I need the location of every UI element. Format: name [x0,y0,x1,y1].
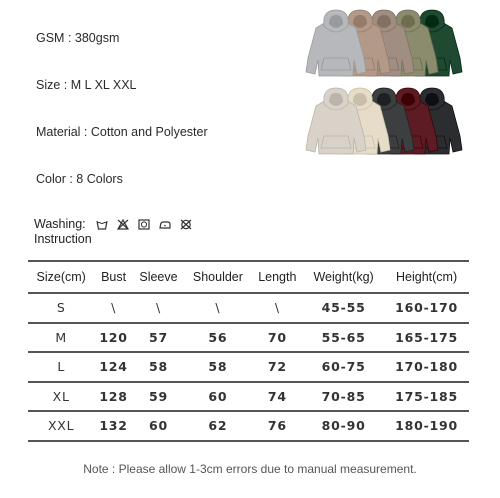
material-spec: Material : Cotton and Polyester [36,125,208,139]
table-row [28,323,469,353]
cell-length: 72 [252,352,303,382]
cell-sleeve: 59 [133,382,184,412]
color-spec: Color : 8 Colors [36,172,123,186]
cell-height: 180-190 [384,411,469,441]
cell-bust: 132 [94,411,132,441]
header-sleeve: Sleeve [133,261,184,293]
cell-sleeve: 58 [133,352,184,382]
cell-weight: 70-85 [303,382,384,412]
cell-size: M [28,323,94,353]
cell-height: 165-175 [384,323,469,353]
table-header-row [28,261,469,293]
cell-weight: 60-75 [303,352,384,382]
cell-height: 170-180 [384,352,469,382]
table-row [28,352,469,382]
cell-bust: \ [94,293,132,323]
iron-icon [159,219,171,230]
no-bleach-icon [117,219,129,230]
hoodie-color-row-2 [304,86,472,166]
cell-bust: 128 [94,382,132,412]
cell-shoulder: 56 [184,323,251,353]
cell-shoulder: \ [184,293,251,323]
header-height: Height(cm) [384,261,469,293]
table-row [28,382,469,412]
header-bust: Bust [94,261,132,293]
table-row [28,411,469,441]
cell-shoulder: 58 [184,352,251,382]
cell-weight: 45-55 [303,293,384,323]
washing-label-line1: Washing: [34,217,86,231]
no-dry-clean-icon [180,219,192,230]
washing-icons [96,219,192,230]
cell-bust: 124 [94,352,132,382]
cell-shoulder: 62 [184,411,251,441]
hoodie-image [304,8,368,78]
cell-height: 175-185 [384,382,469,412]
cell-length: 76 [252,411,303,441]
cell-size: XXL [28,411,94,441]
table-row [28,293,469,323]
cell-length: 70 [252,323,303,353]
cell-weight: 55-65 [303,323,384,353]
wash-tub-icon [96,219,108,230]
cell-size: XL [28,382,94,412]
header-shoulder: Shoulder [184,261,251,293]
tumble-dry-icon [138,219,150,230]
cell-length: \ [252,293,303,323]
header-size: Size(cm) [28,261,94,293]
cell-weight: 80-90 [303,411,384,441]
gsm-spec: GSM : 380gsm [36,31,120,45]
size-chart-table [28,260,469,442]
size-spec: Size : M L XL XXL [36,78,137,92]
cell-sleeve: 60 [133,411,184,441]
header-weight: Weight(kg) [303,261,384,293]
cell-sleeve: \ [133,293,184,323]
cell-sleeve: 57 [133,323,184,353]
cell-bust: 120 [94,323,132,353]
hoodie-image [304,86,368,156]
cell-height: 160-170 [384,293,469,323]
cell-length: 74 [252,382,303,412]
washing-label-line2: Instruction [34,232,92,246]
cell-size: S [28,293,94,323]
cell-shoulder: 60 [184,382,251,412]
washing-instruction-label [34,217,92,247]
cell-size: L [28,352,94,382]
header-length: Length [252,261,303,293]
measurement-note: Note : Please allow 1-3cm errors due to manual measurement. [83,462,417,476]
hoodie-color-row-1 [304,8,472,88]
